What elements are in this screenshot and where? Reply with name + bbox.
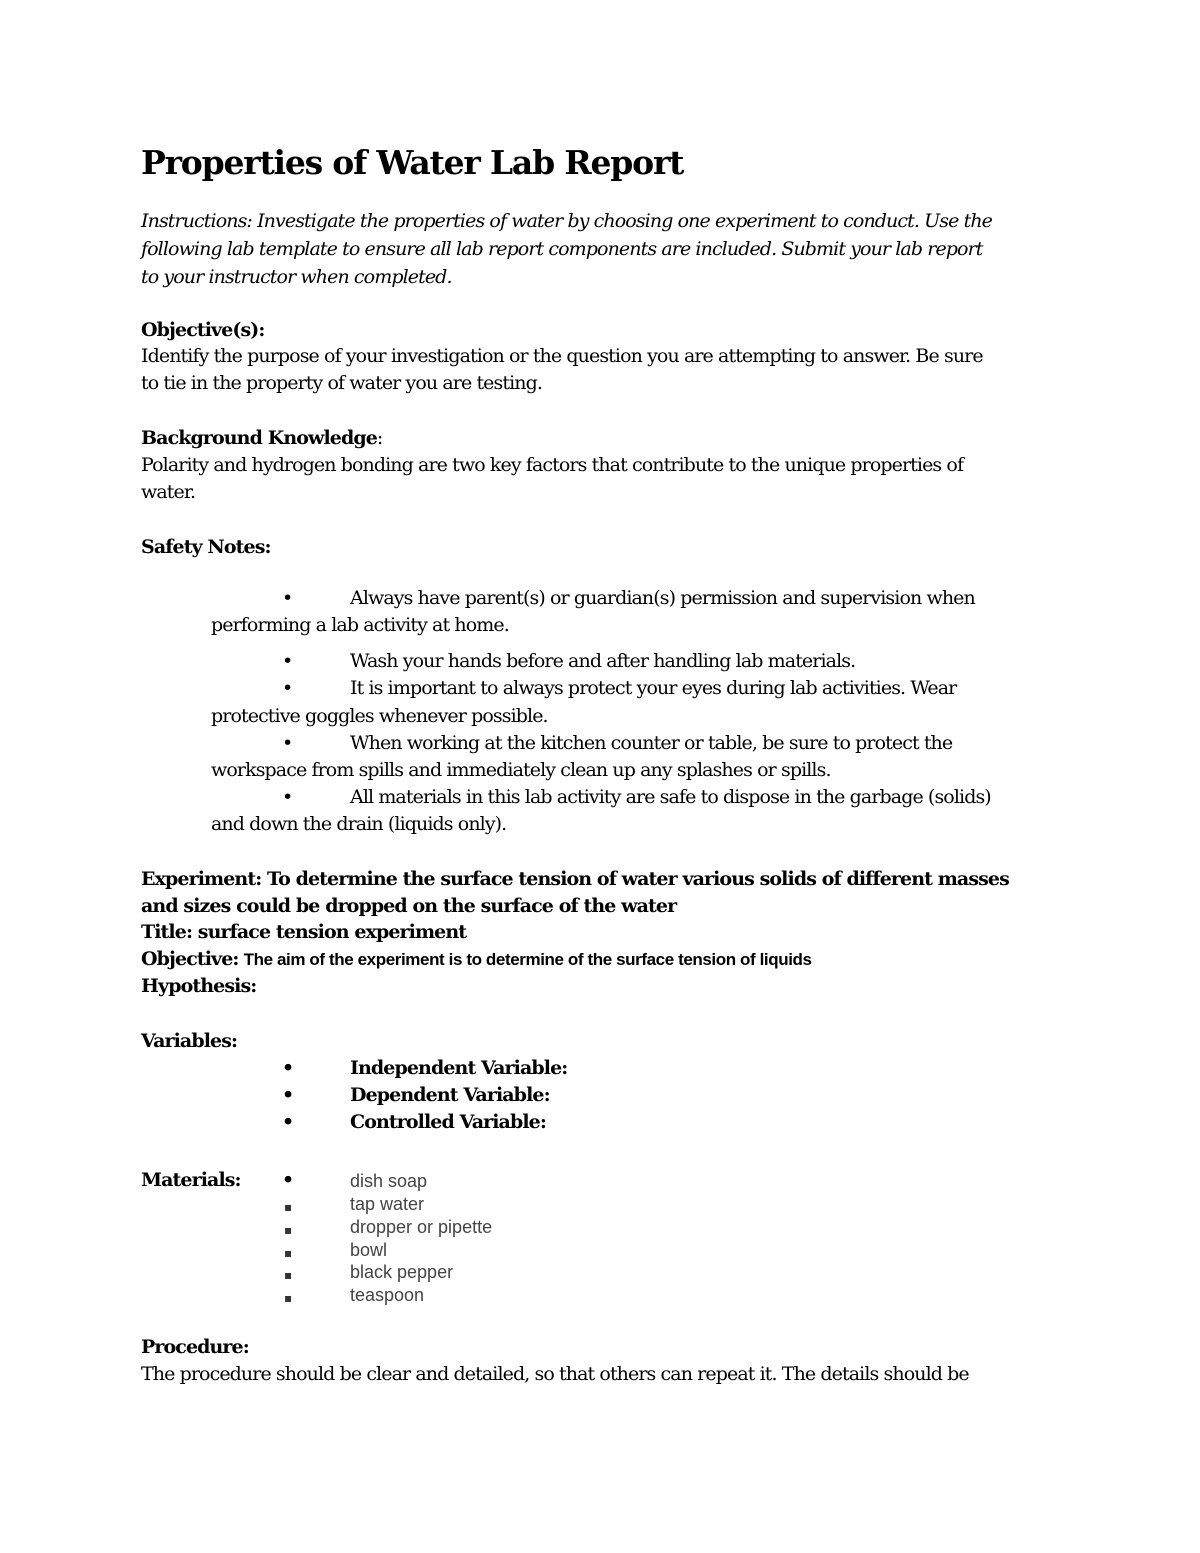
procedure-heading: Procedure: — [141, 1336, 249, 1358]
procedure-line: The procedure should be clear and detailed, so that others can repeat it. The details should be — [141, 1363, 969, 1385]
safety-item-1: Always have parent(s) or guardian(s) permission and supervision when — [350, 587, 975, 609]
variables-bullet: • — [282, 1111, 294, 1133]
experiment-objective-text: The aim of the experiment is to determine of the surface tension of liquids — [243, 950, 812, 969]
safety-bullet: • — [282, 786, 293, 808]
experiment-objective-row — [141, 948, 812, 970]
objectives-line-2: to tie in the property of water you are testing. — [141, 372, 543, 394]
safety-item-5-cont: and down the drain (liquids only). — [211, 813, 507, 835]
material-item: bowl — [350, 1240, 388, 1260]
materials-first-bullet: • — [282, 1169, 294, 1191]
safety-item-4-cont: workspace from spills and immediately clean up any splashes or spills. — [211, 759, 831, 781]
dependent-variable: Dependent Variable: — [350, 1084, 550, 1106]
materials-bullet: ▪ — [284, 1223, 293, 1237]
independent-variable: Independent Variable: — [350, 1057, 568, 1079]
safety-item-3: It is important to always protect your eyes during lab activities. Wear — [350, 677, 957, 699]
material-item: dropper or pipette — [350, 1217, 493, 1237]
materials-bullet: ▪ — [284, 1268, 293, 1282]
variables-heading: Variables: — [141, 1030, 238, 1052]
material-item: dish soap — [350, 1171, 428, 1191]
experiment-line-1: Experiment: To determine the surface tension of water various solids of different masses — [141, 868, 1009, 890]
materials-bullet: ▪ — [284, 1291, 293, 1305]
safety-bullet: • — [282, 587, 293, 609]
safety-item-4: When working at the kitchen counter or table, be sure to protect the — [350, 732, 953, 754]
hypothesis-heading: Hypothesis: — [141, 975, 257, 997]
instructions-line-2: following lab template to ensure all lab report components are included. Submit your lab report — [141, 238, 983, 260]
material-item: tap water — [350, 1194, 425, 1214]
safety-bullet: • — [282, 732, 293, 754]
experiment-title: Title: surface tension experiment — [141, 921, 467, 943]
background-line-2: water. — [141, 481, 196, 503]
page-title: Properties of Water Lab Report — [141, 143, 684, 182]
safety-item-1-cont: performing a lab activity at home. — [211, 614, 509, 636]
instructions-line-3: to your instructor when completed. — [141, 266, 452, 288]
safety-bullet: • — [282, 650, 293, 672]
objectives-heading: Objective(s): — [141, 319, 265, 341]
background-heading: Background Knowledge — [141, 427, 377, 449]
safety-item-2: Wash your hands before and after handling lab materials. — [350, 650, 856, 672]
controlled-variable: Controlled Variable: — [350, 1111, 546, 1133]
safety-item-3-cont: protective goggles whenever possible. — [211, 705, 548, 727]
experiment-line-2: and sizes could be dropped on the surface of the water — [141, 895, 677, 917]
background-heading-row — [141, 427, 382, 449]
material-item: teaspoon — [350, 1285, 425, 1305]
safety-heading: Safety Notes: — [141, 536, 271, 558]
background-line-1: Polarity and hydrogen bonding are two key factors that contribute to the unique properties of — [141, 454, 964, 476]
materials-heading: Materials: — [141, 1169, 241, 1191]
material-item: black pepper — [350, 1262, 454, 1282]
safety-item-5: All materials in this lab activity are safe to dispose in the garbage (solids) — [350, 786, 991, 808]
safety-bullet: • — [282, 677, 293, 699]
variables-bullet: • — [282, 1084, 294, 1106]
variables-bullet: • — [282, 1057, 294, 1079]
materials-bullet: ▪ — [284, 1200, 293, 1214]
objectives-line-1: Identify the purpose of your investigation or the question you are attempting to answer. Be sure — [141, 345, 983, 367]
experiment-objective-label: Objective: — [141, 948, 239, 970]
instructions-line-1: Instructions: Investigate the properties of water by choosing one experiment to conduct. Use the — [141, 210, 993, 232]
materials-bullet: ▪ — [284, 1246, 293, 1260]
background-heading-colon: : — [376, 427, 383, 449]
